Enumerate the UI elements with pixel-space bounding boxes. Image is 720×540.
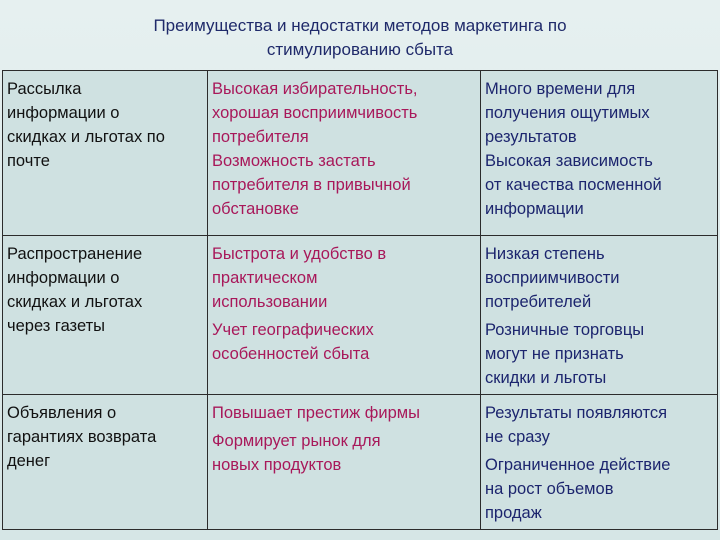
- method-line: скидках и льготах: [7, 293, 143, 311]
- method-line: Объявления о: [7, 404, 117, 422]
- method-cell: [3, 236, 208, 395]
- pro-line: Высокая избирательность,: [212, 80, 418, 98]
- pro-line: хорошая восприимчивость: [212, 104, 418, 122]
- method-line: гарантиях возврата: [7, 428, 157, 446]
- con-line: Результаты появляются: [485, 404, 668, 422]
- method-line: через газеты: [7, 317, 105, 335]
- title-line-2: стимулированию сбыта: [266, 40, 454, 59]
- disadvantages-cell: [481, 71, 718, 236]
- advantages-cell: [208, 71, 481, 236]
- pro-line: Формирует рынок для: [212, 432, 381, 450]
- con-line: не сразу: [485, 428, 550, 446]
- advantages-cell: [208, 395, 481, 530]
- pro-line: Повышает престиж фирмы: [212, 404, 420, 422]
- comparison-table: [2, 70, 718, 530]
- con-line: потребителей: [485, 293, 592, 311]
- pro-line: Учет географических: [212, 321, 374, 339]
- disadvantages-cell: [481, 395, 718, 530]
- con-line: получения ощутимых: [485, 104, 650, 122]
- pro-line: Возможность застать: [212, 152, 376, 170]
- method-line: Распространение: [7, 245, 143, 263]
- con-line: могут не признать: [485, 345, 624, 363]
- con-line: Высокая зависимость: [485, 152, 653, 170]
- pro-line: новых продуктов: [212, 456, 342, 474]
- table-row: [3, 236, 718, 395]
- table-row: [3, 395, 718, 530]
- method-line: информации о: [7, 269, 120, 287]
- pro-line: Быстрота и удобство в: [212, 245, 387, 263]
- table-row: [3, 71, 718, 236]
- con-line: продаж: [485, 504, 542, 522]
- con-line: Много времени для: [485, 80, 636, 98]
- con-line: восприимчивости: [485, 269, 620, 287]
- method-cell: [3, 71, 208, 236]
- con-line: результатов: [485, 128, 577, 146]
- pro-line: потребителя в привычной: [212, 176, 411, 194]
- pro-line: использовании: [212, 293, 328, 311]
- con-line: Розничные торговцы: [485, 321, 645, 339]
- pro-line: практическом: [212, 269, 318, 287]
- method-line: почте: [7, 152, 50, 170]
- pro-line: обстановке: [212, 200, 299, 218]
- title-line-1: Преимущества и недостатки методов маркетинга по: [153, 16, 567, 35]
- method-line: скидках и льготах по: [7, 128, 165, 146]
- method-line: информации о: [7, 104, 120, 122]
- con-line: Низкая степень: [485, 245, 605, 263]
- con-line: на рост объемов: [485, 480, 614, 498]
- con-line: информации: [485, 200, 584, 218]
- disadvantages-cell: [481, 236, 718, 395]
- con-line: Ограниченное действие: [485, 456, 671, 474]
- con-line: скидки и льготы: [485, 369, 607, 387]
- page-title: [60, 14, 660, 62]
- method-cell: [3, 395, 208, 530]
- method-line: Рассылка: [7, 80, 82, 98]
- method-line: денег: [7, 452, 51, 470]
- con-line: от качества посменной: [485, 176, 662, 194]
- pro-line: потребителя: [212, 128, 309, 146]
- advantages-cell: [208, 236, 481, 395]
- pro-line: особенностей сбыта: [212, 345, 370, 363]
